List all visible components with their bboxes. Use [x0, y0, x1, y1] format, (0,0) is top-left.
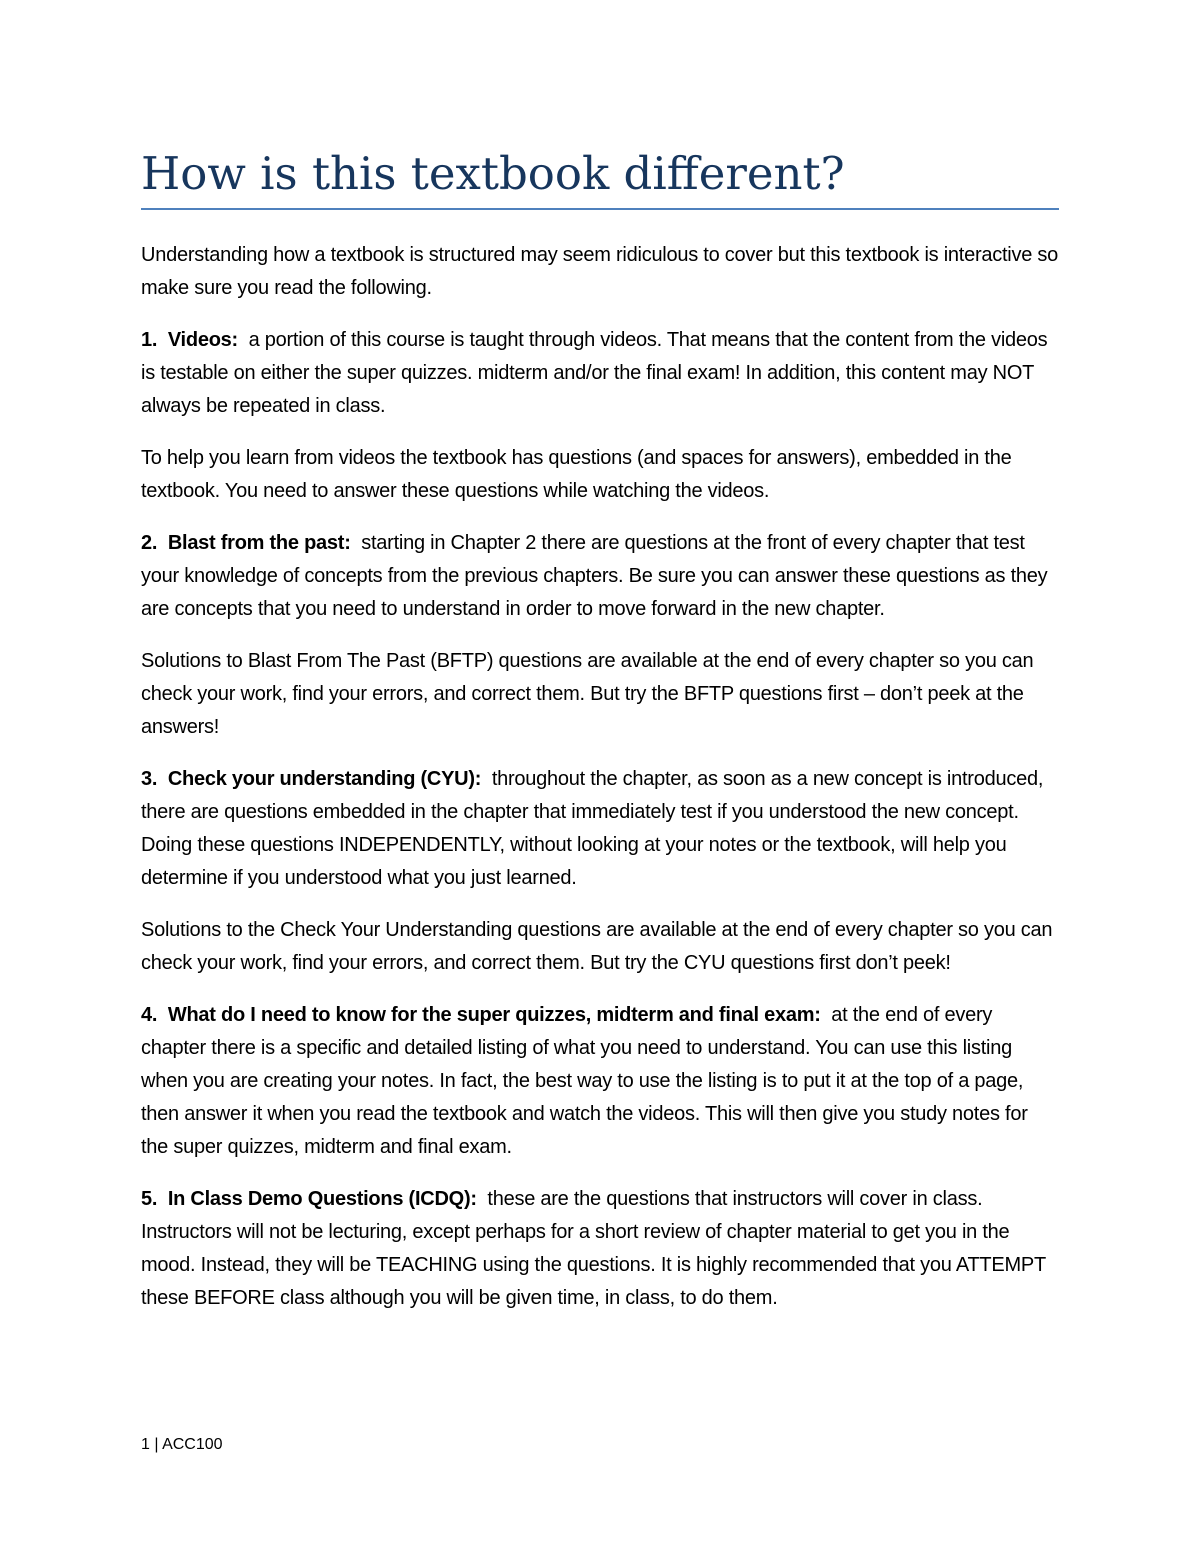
section-text: starting in Chapter 2 there are questions at the front of every chapter that test your knowledge of concepts from the previous chapters. Be sure you can answer these questions as they are concepts that you need to understand in order to move forward in the new chapter.	[141, 532, 1048, 620]
footer-course-code: ACC100	[162, 1436, 223, 1453]
section-blast-from-the-past	[141, 527, 1059, 626]
section-text: throughout the chapter, as soon as a new concept is introduced, there are questions embedded in the chapter that immediately test if you understood the new concept. Doing these questions INDEPENDENTLY, without looking at your notes or the textbook, will help you determine if you understood what you just learned.	[141, 768, 1044, 889]
section-number: 3.	[141, 768, 158, 790]
section-number: 2.	[141, 532, 158, 554]
title-underline-rule	[141, 208, 1059, 210]
section-number: 5.	[141, 1188, 158, 1210]
section-text: at the end of every chapter there is a specific and detailed listing of what you need to understand. You can use this listing when you are creating your notes. In fact, the best way to use the listing is to put it at the top of a page, then answer it when you read the textbook and watch the videos. This will then give you study notes for the super quizzes, midterm and final exam.	[141, 1004, 1028, 1158]
videos-followup-paragraph: To help you learn from videos the textbook has questions (and spaces for answers), embedded in the textbook. You need to answer these questions while watching the videos.	[141, 447, 1012, 502]
footer-separator: |	[154, 1436, 159, 1453]
section-number: 1.	[141, 329, 158, 351]
intro-paragraph: Understanding how a textbook is structured may seem ridiculous to cover but this textbook is interactive so make sure you read the following.	[141, 244, 1059, 299]
section-check-your-understanding	[141, 763, 1059, 895]
section-videos	[141, 324, 1059, 423]
section-heading: Check your understanding (CYU):	[167, 768, 482, 790]
section-heading: In Class Demo Questions (ICDQ):	[167, 1188, 477, 1210]
section-heading: What do I need to know for the super quizzes, midterm and final exam:	[167, 1004, 821, 1026]
document-page	[141, 0, 1059, 1553]
section-heading: Blast from the past:	[167, 532, 351, 554]
section-text: these are the questions that instructors will cover in class. Instructors will not be lecturing, except perhaps for a short review of chapter material to get you in the mood. Instead, they will be TEACHING using the questions. It is highly recommended that you ATTEMPT these BEFORE class although you will be given time, in class, to do them.	[141, 1188, 1046, 1309]
page-title: How is this textbook different?	[141, 147, 845, 200]
section-heading: Videos:	[167, 329, 238, 351]
cyu-followup-paragraph: Solutions to the Check Your Understanding questions are available at the end of every chapter so you can check your work, find your errors, and correct them. But try the CYU questions first don’t peek!	[141, 919, 1053, 974]
document-body	[141, 239, 1059, 1334]
bftp-followup-paragraph: Solutions to Blast From The Past (BFTP) questions are available at the end of every chapter so you can check your work, find your errors, and correct them. But try the BFTP questions first – don’t peek at the answers!	[141, 650, 1034, 738]
section-text: a portion of this course is taught through videos. That means that the content from the videos is testable on either the super quizzes. midterm and/or the final exam! In addition, this content may NOT always be repeated in class.	[141, 329, 1048, 417]
page-footer	[141, 1435, 223, 1455]
section-number: 4.	[141, 1004, 158, 1026]
section-in-class-demo-questions	[141, 1183, 1059, 1315]
section-what-do-i-need-to-know	[141, 999, 1059, 1164]
footer-page-number: 1	[141, 1436, 150, 1453]
